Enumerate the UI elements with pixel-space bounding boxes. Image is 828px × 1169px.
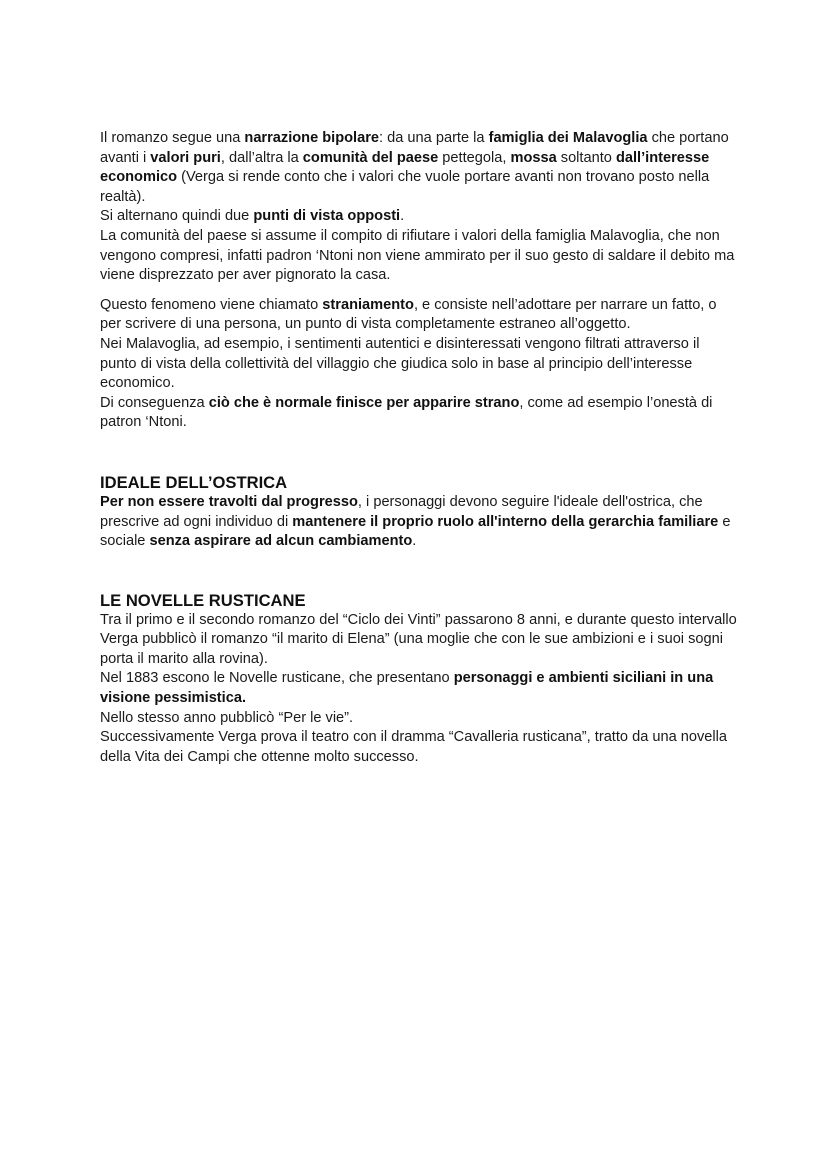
text-run: che portano avanti i xyxy=(100,130,729,166)
paragraph-ideale-ostrica xyxy=(100,493,740,552)
bold-text-run: mossa xyxy=(510,149,557,166)
paragraph-straniamento xyxy=(100,296,740,335)
text-run: . xyxy=(400,208,405,225)
bold-text-run: personaggi e ambienti siciliani in una visione pessimistica. xyxy=(100,670,714,707)
paragraph-punti-di-vista xyxy=(100,207,740,227)
heading-novelle-rusticane: LE NOVELLE RUSTICANE xyxy=(100,590,306,610)
text-run: Nei Malavoglia, ad esempio, i sentimenti autentici e disinteressati vengono filtrati attraverso il punto di vista della collettività del villaggio che giudica solo in base al principio dell’interesse economico. xyxy=(100,335,700,392)
text-run: , e consiste nell’adottare per narrare un fatto, o per scrivere di una persona, un punto di vista completamente estraneo all’oggetto. xyxy=(100,296,717,333)
text-run: Tra il primo e il secondo romanzo del “Ciclo dei Vinti” passarono 8 anni, e durante questo intervallo Verga pubblicò il romanzo “il marito di Elena” (una moglie che con le sue ambizioni e i suoi sogni porta il marito alla rovina). xyxy=(100,611,737,667)
text-run: soltanto xyxy=(556,149,616,166)
text-run: Il romanzo segue una xyxy=(100,130,245,146)
bold-text-run: valori puri xyxy=(150,149,221,166)
text-run: Di conseguenza xyxy=(100,394,209,411)
bold-text-run: senza aspirare ad alcun cambiamento xyxy=(149,533,413,550)
text-run: : da una parte la xyxy=(379,130,489,146)
paragraph-cavalleria-rusticana xyxy=(100,728,740,767)
text-run: Si alternano quindi due xyxy=(100,208,254,225)
heading-ideale-ostrica: IDEALE DELL’OSTRICA xyxy=(100,472,288,492)
section-spacer xyxy=(100,552,740,590)
text-run: , i personaggi devono seguire l'ideale dell'ostrica, che prescrive ad ogni individuo di xyxy=(100,493,703,530)
paragraph-ciclo-dei-vinti xyxy=(100,611,740,670)
text-run: , come ad esempio l’onestà di patron ‘Ntoni. xyxy=(100,394,713,431)
paragraph-comunita-paese xyxy=(100,227,740,286)
bold-text-run: Per non essere travolti dal progresso xyxy=(100,493,358,510)
text-run: (Verga si rende conto che i valori che vuole portare avanti non trovano posto nella realtà). xyxy=(100,169,710,205)
text-run: Successivamente Verga prova il teatro con il dramma “Cavalleria rusticana”, tratto da una novella della Vita dei Campi che ottenne molto successo. xyxy=(100,729,728,765)
text-run: Nello stesso anno pubblicò “Per le vie”. xyxy=(100,709,354,726)
text-run: La comunità del paese si assume il compito di rifiutare i valori della famiglia Malavoglia, che non vengono compresi, infatti padron ‘Ntoni non viene ammirato per il suo gesto di saldare il debito ma viene disprezzato per aver pignorato la casa. xyxy=(100,227,735,284)
text-run: e sociale xyxy=(100,513,731,550)
bold-text-run: dall’interesse economico xyxy=(100,149,710,186)
text-run: Nel 1883 escono le Novelle rusticane, che presentano xyxy=(100,670,454,687)
text-run: pettegola, xyxy=(438,149,511,166)
bold-text-run: famiglia dei Malavoglia xyxy=(488,130,648,146)
bold-text-run: mantenere il proprio ruolo all'interno della gerarchia familiare xyxy=(292,513,719,530)
document-body xyxy=(100,129,740,767)
paragraph-conseguenza xyxy=(100,394,740,433)
paragraph-spacer xyxy=(100,286,740,296)
bold-text-run: ciò che è normale finisce per apparire strano xyxy=(208,394,520,411)
paragraph-per-le-vie xyxy=(100,709,740,729)
paragraph-narrazione-bipolare xyxy=(100,129,740,207)
bold-text-run: comunità del paese xyxy=(302,149,439,166)
bold-text-run: straniamento xyxy=(322,296,414,313)
text-run: Questo fenomeno viene chiamato xyxy=(100,296,323,313)
bold-text-run: punti di vista opposti xyxy=(253,208,401,225)
text-run: . xyxy=(412,533,417,550)
paragraph-malavoglia-esempio xyxy=(100,335,740,394)
section-spacer xyxy=(100,433,740,472)
bold-text-run: narrazione bipolare xyxy=(244,130,380,146)
paragraph-novelle-1883 xyxy=(100,669,740,708)
text-run: , dall’altra la xyxy=(220,149,303,166)
